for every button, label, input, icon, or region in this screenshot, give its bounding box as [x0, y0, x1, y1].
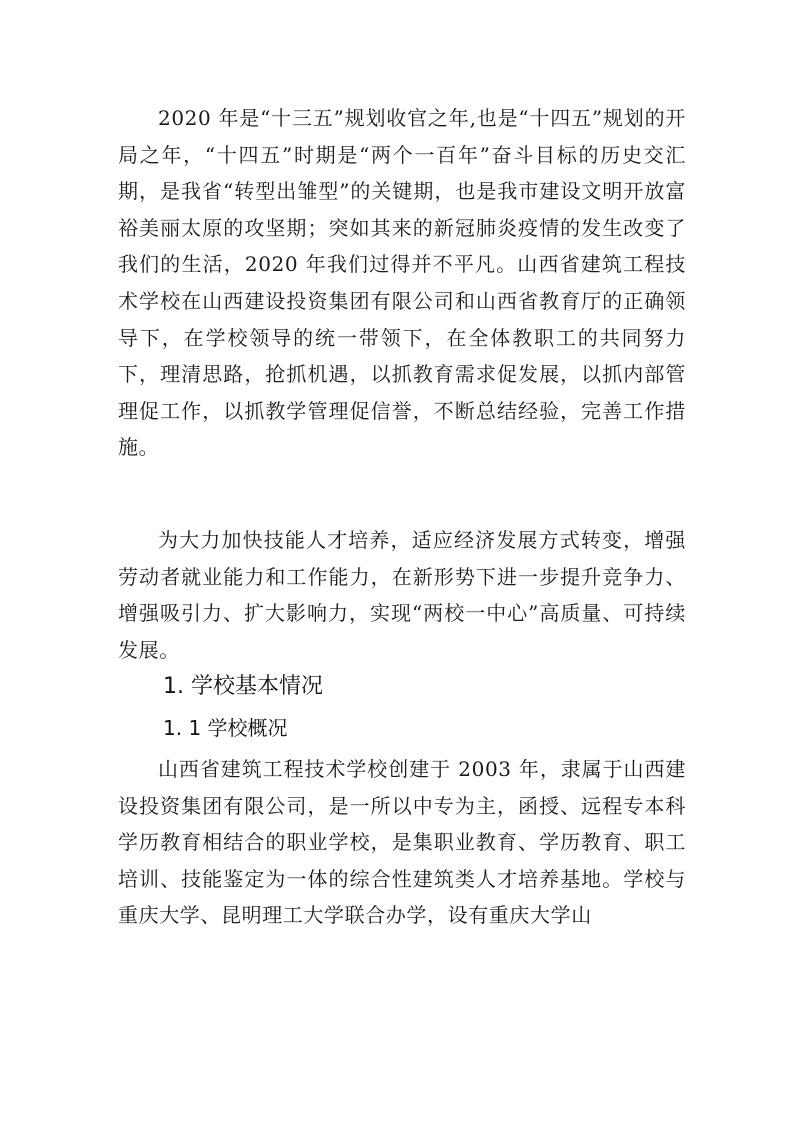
- paragraph-goals: 为大力加快技能人才培养，适应经济发展方式转变，增强劳动者就业能力和工作能力，在新形势下进一步提升竞争力、增强吸引力、扩大影响力，实现“两校一中心”高质量、可持续发展。: [118, 528, 686, 662]
- paragraph-intro: 2020 年是“十三五”规划收官之年,也是“十四五”规划的开局之年，“十四五”时期是“两个一百年”奋斗目标的历史交汇期，是我省“转型出雏型”的关键期，也是我市建设文明开放富裕美丽太原的攻坚期；突如其来的新冠肺炎疫情的发生改变了我们的生活，2020 年我们过得并不平凡。山西省建筑工程技术学校在山西建设投资集团有限公司和山西省教育厅的正确领导下，在学校领导的统一带领下，在全体教职工的共同努力下，理清思路，抢抓机遇，以抓教育需求促发展，以抓内部管理促工作，以抓教学管理促信誉，不断总结经验，完善工作措施。: [118, 106, 686, 460]
- section-heading-basic-info: 1. 学校基本情况: [163, 674, 323, 699]
- paragraph-school-overview: 山西省建筑工程技术学校创建于 2003 年，隶属于山西建设投资集团有限公司，是一所以中专为主，函授、远程专本科学历教育相结合的职业学校，是集职业教育、学历教育、职工培训、技能鉴定为一体的综合性建筑类人才培养基地。学校与重庆大学、昆明理工大学联合办学，设有重庆大学山: [118, 757, 686, 928]
- subsection-heading-school-overview: 1. 1 学校概况: [163, 716, 288, 740]
